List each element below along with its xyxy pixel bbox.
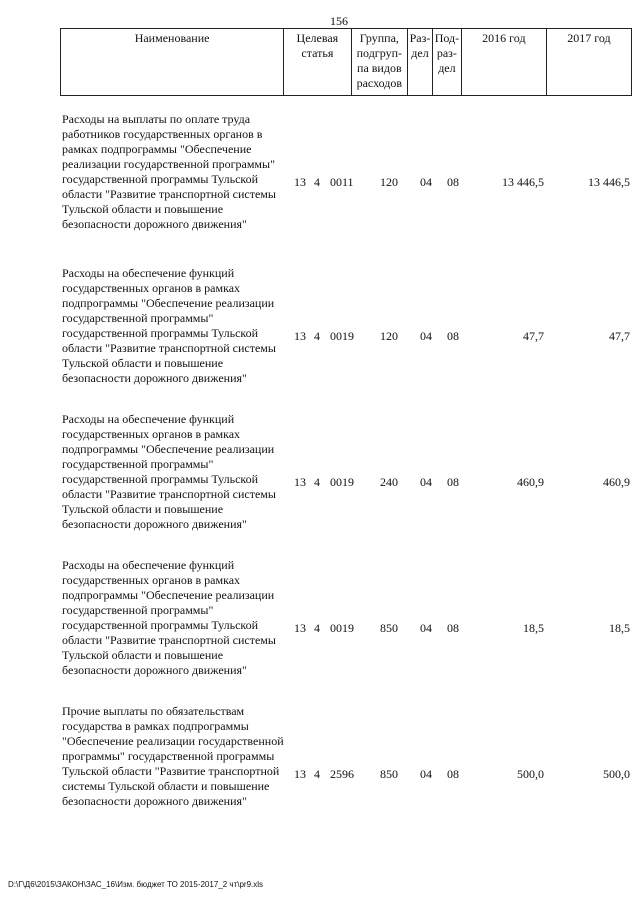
group: 240 [380,475,398,489]
value-2016: 13 446,5 [502,175,544,189]
cs2: 4 [314,767,320,781]
value-2016: 18,5 [523,621,544,635]
value-2016: 460,9 [517,475,544,489]
subsection: 08 [447,767,459,781]
value-2017: 500,0 [603,767,630,781]
row-name: Расходы на обеспечение функций государственных органов в рамках подпрограммы "Обеспечение реализации государственной программы" государственной программы Тульской области "Развитие транспортной системы Тульской области и повышение безопасности дорожного движения" [62,266,276,385]
value-2017: 13 446,5 [588,175,630,189]
group: 120 [380,175,398,189]
value-2016: 47,7 [523,329,544,343]
section: 04 [420,329,432,343]
group: 850 [380,621,398,635]
cs1: 13 [294,175,306,189]
subsection: 08 [447,329,459,343]
section: 04 [420,175,432,189]
row-name: Расходы на выплаты по оплате труда работников государственных органов в рамках подпрограммы "Обеспечение реализации государственной программы" государственной программы Тульской области "Развитие транспортной системы Тульской области и повышение безопасности дорожного движения" [62,112,276,231]
header-section: Раз-дел [408,29,433,96]
cs3: 0019 [330,329,354,343]
header-subsection: Под-раз-дел [432,29,461,96]
cs3: 0019 [330,621,354,635]
cs1: 13 [294,475,306,489]
cs1: 13 [294,621,306,635]
row-name: Расходы на обеспечение функций государственных органов в рамках подпрограммы "Обеспечение реализации государственной программы" государственной программы Тульской области "Развитие транспортной системы Тульской области и повышение безопасности дорожного движения" [62,558,276,677]
row-name: Прочие выплаты по обязательствам государства в рамках подпрограммы "Обеспечение реализации государственной программы" государственной программы Тульской области "Развитие транспортной системы Тульской области и повышение безопасности дорожного движения" [62,704,284,808]
footer-file-path: D:\Г\Д6\2015\ЗАКОН\ЗАС_16\Изм. бюджет ТО 2015-2017_2 чт\pr9.xls [8,880,264,889]
cs3: 2596 [330,767,354,781]
section: 04 [420,621,432,635]
cs2: 4 [314,621,320,635]
header-2017: 2017 год [546,29,631,96]
cs1: 13 [294,329,306,343]
header-group: Группа, подгруп-па видов расходов [351,29,407,96]
cs1: 13 [294,767,306,781]
row-name: Расходы на обеспечение функций государственных органов в рамках подпрограммы "Обеспечение реализации государственной программы" государственной программы Тульской области "Развитие транспортной системы Тульской области и повышение безопасности дорожного движения" [62,412,276,531]
section: 04 [420,475,432,489]
value-2016: 500,0 [517,767,544,781]
subsection: 08 [447,175,459,189]
header-name: Наименование [61,29,284,96]
subsection: 08 [447,621,459,635]
cs2: 4 [314,175,320,189]
value-2017: 460,9 [603,475,630,489]
value-2017: 18,5 [609,621,630,635]
header-target-item: Целевая статья [284,29,351,96]
value-2017: 47,7 [609,329,630,343]
cs3: 0019 [330,475,354,489]
page-number: 156 [330,14,348,28]
group: 850 [380,767,398,781]
subsection: 08 [447,475,459,489]
group: 120 [380,329,398,343]
cs3: 0011 [330,175,354,189]
cs2: 4 [314,329,320,343]
section: 04 [420,767,432,781]
header-2016: 2016 год [461,29,546,96]
cs2: 4 [314,475,320,489]
table-header [60,28,632,96]
